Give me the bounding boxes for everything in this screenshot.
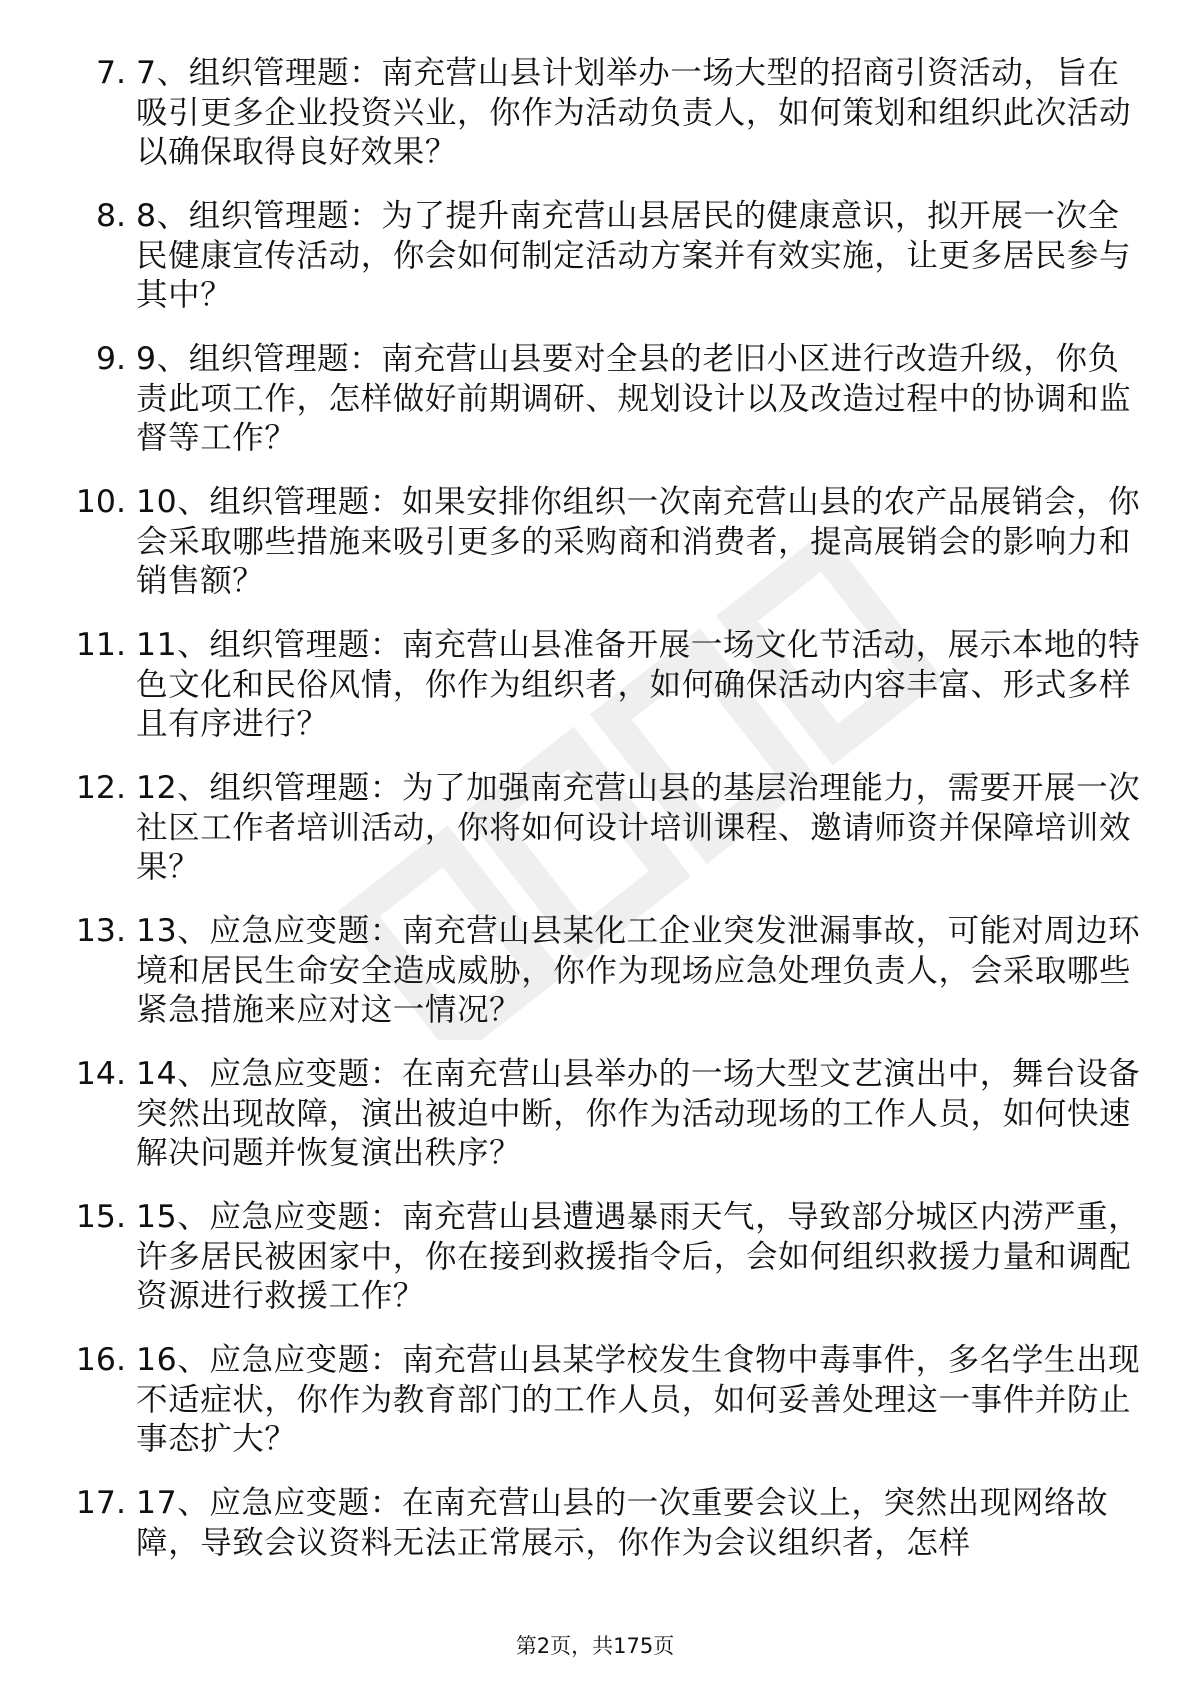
list-item: [0, 912, 1190, 1031]
item-number: 9.: [95, 341, 126, 377]
list-item: [0, 340, 1190, 459]
list-item: [0, 626, 1190, 745]
list-item: [0, 197, 1190, 316]
item-number: 14.: [75, 1056, 126, 1092]
question-text: 14、应急应变题：在南充营山县举办的一场大型文艺演出中，舞台设备突然出现故障，演出被迫中断，你作为活动现场的工作人员，如何快速解决问题并恢复演出秩序？: [136, 1056, 1141, 1171]
question-text: 13、应急应变题：南充营山县某化工企业突发泄漏事故，可能对周边环境和居民生命安全造成威胁，你作为现场应急处理负责人，会采取哪些紧急措施来应对这一情况？: [136, 913, 1141, 1028]
list-item: [0, 54, 1190, 173]
list-item: [0, 483, 1190, 602]
item-number: 16.: [75, 1342, 126, 1378]
question-text: 9、组织管理题：南充营山县要对全县的老旧小区进行改造升级，你负责此项工作，怎样做好前期调研、规划设计以及改造过程中的协调和监督等工作？: [136, 341, 1132, 456]
item-number: 7.: [95, 55, 126, 91]
item-number: 8.: [95, 198, 126, 234]
list-item: [0, 1341, 1190, 1460]
question-text: 8、组织管理题：为了提升南充营山县居民的健康意识，拟开展一次全民健康宣传活动，你会如何制定活动方案并有效实施，让更多居民参与其中？: [136, 198, 1132, 313]
list-item: [0, 1484, 1190, 1563]
question-text: 10、组织管理题：如果安排你组织一次南充营山县的农产品展销会，你会采取哪些措施来吸引更多的采购商和消费者，提高展销会的影响力和销售额？: [136, 484, 1141, 599]
question-text: 12、组织管理题：为了加强南充营山县的基层治理能力，需要开展一次社区工作者培训活动，你将如何设计培训课程、邀请师资并保障培训效果？: [136, 770, 1141, 885]
item-number: 13.: [75, 913, 126, 949]
item-number: 15.: [75, 1199, 126, 1235]
question-text: 7、组织管理题：南充营山县计划举办一场大型的招商引资活动，旨在吸引更多企业投资兴业，你作为活动负责人，如何策划和组织此次活动以确保取得良好效果？: [136, 55, 1132, 170]
list-item: [0, 769, 1190, 888]
question-text: 17、应急应变题：在南充营山县的一次重要会议上，突然出现网络故障，导致会议资料无法正常展示，你作为会议组织者，怎样: [136, 1485, 1109, 1561]
question-text: 16、应急应变题：南充营山县某学校发生食物中毒事件，多名学生出现不适症状，你作为教育部门的工作人员，如何妥善处理这一事件并防止事态扩大？: [136, 1342, 1141, 1457]
question-text: 15、应急应变题：南充营山县遭遇暴雨天气，导致部分城区内涝严重，许多居民被困家中，你在接到救援指令后，会如何组织救援力量和调配资源进行救援工作？: [136, 1199, 1141, 1314]
item-number: 11.: [75, 627, 126, 663]
item-number: 10.: [75, 484, 126, 520]
page-footer: 第2页，共175页: [515, 1634, 675, 1658]
question-list: [0, 54, 1190, 1588]
list-item: [0, 1055, 1190, 1174]
item-number: 12.: [75, 770, 126, 806]
item-number: 17.: [75, 1485, 126, 1521]
question-text: 11、组织管理题：南充营山县准备开展一场文化节活动，展示本地的特色文化和民俗风情，你作为组织者，如何确保活动内容丰富、形式多样且有序进行？: [136, 627, 1141, 742]
list-item: [0, 1198, 1190, 1317]
